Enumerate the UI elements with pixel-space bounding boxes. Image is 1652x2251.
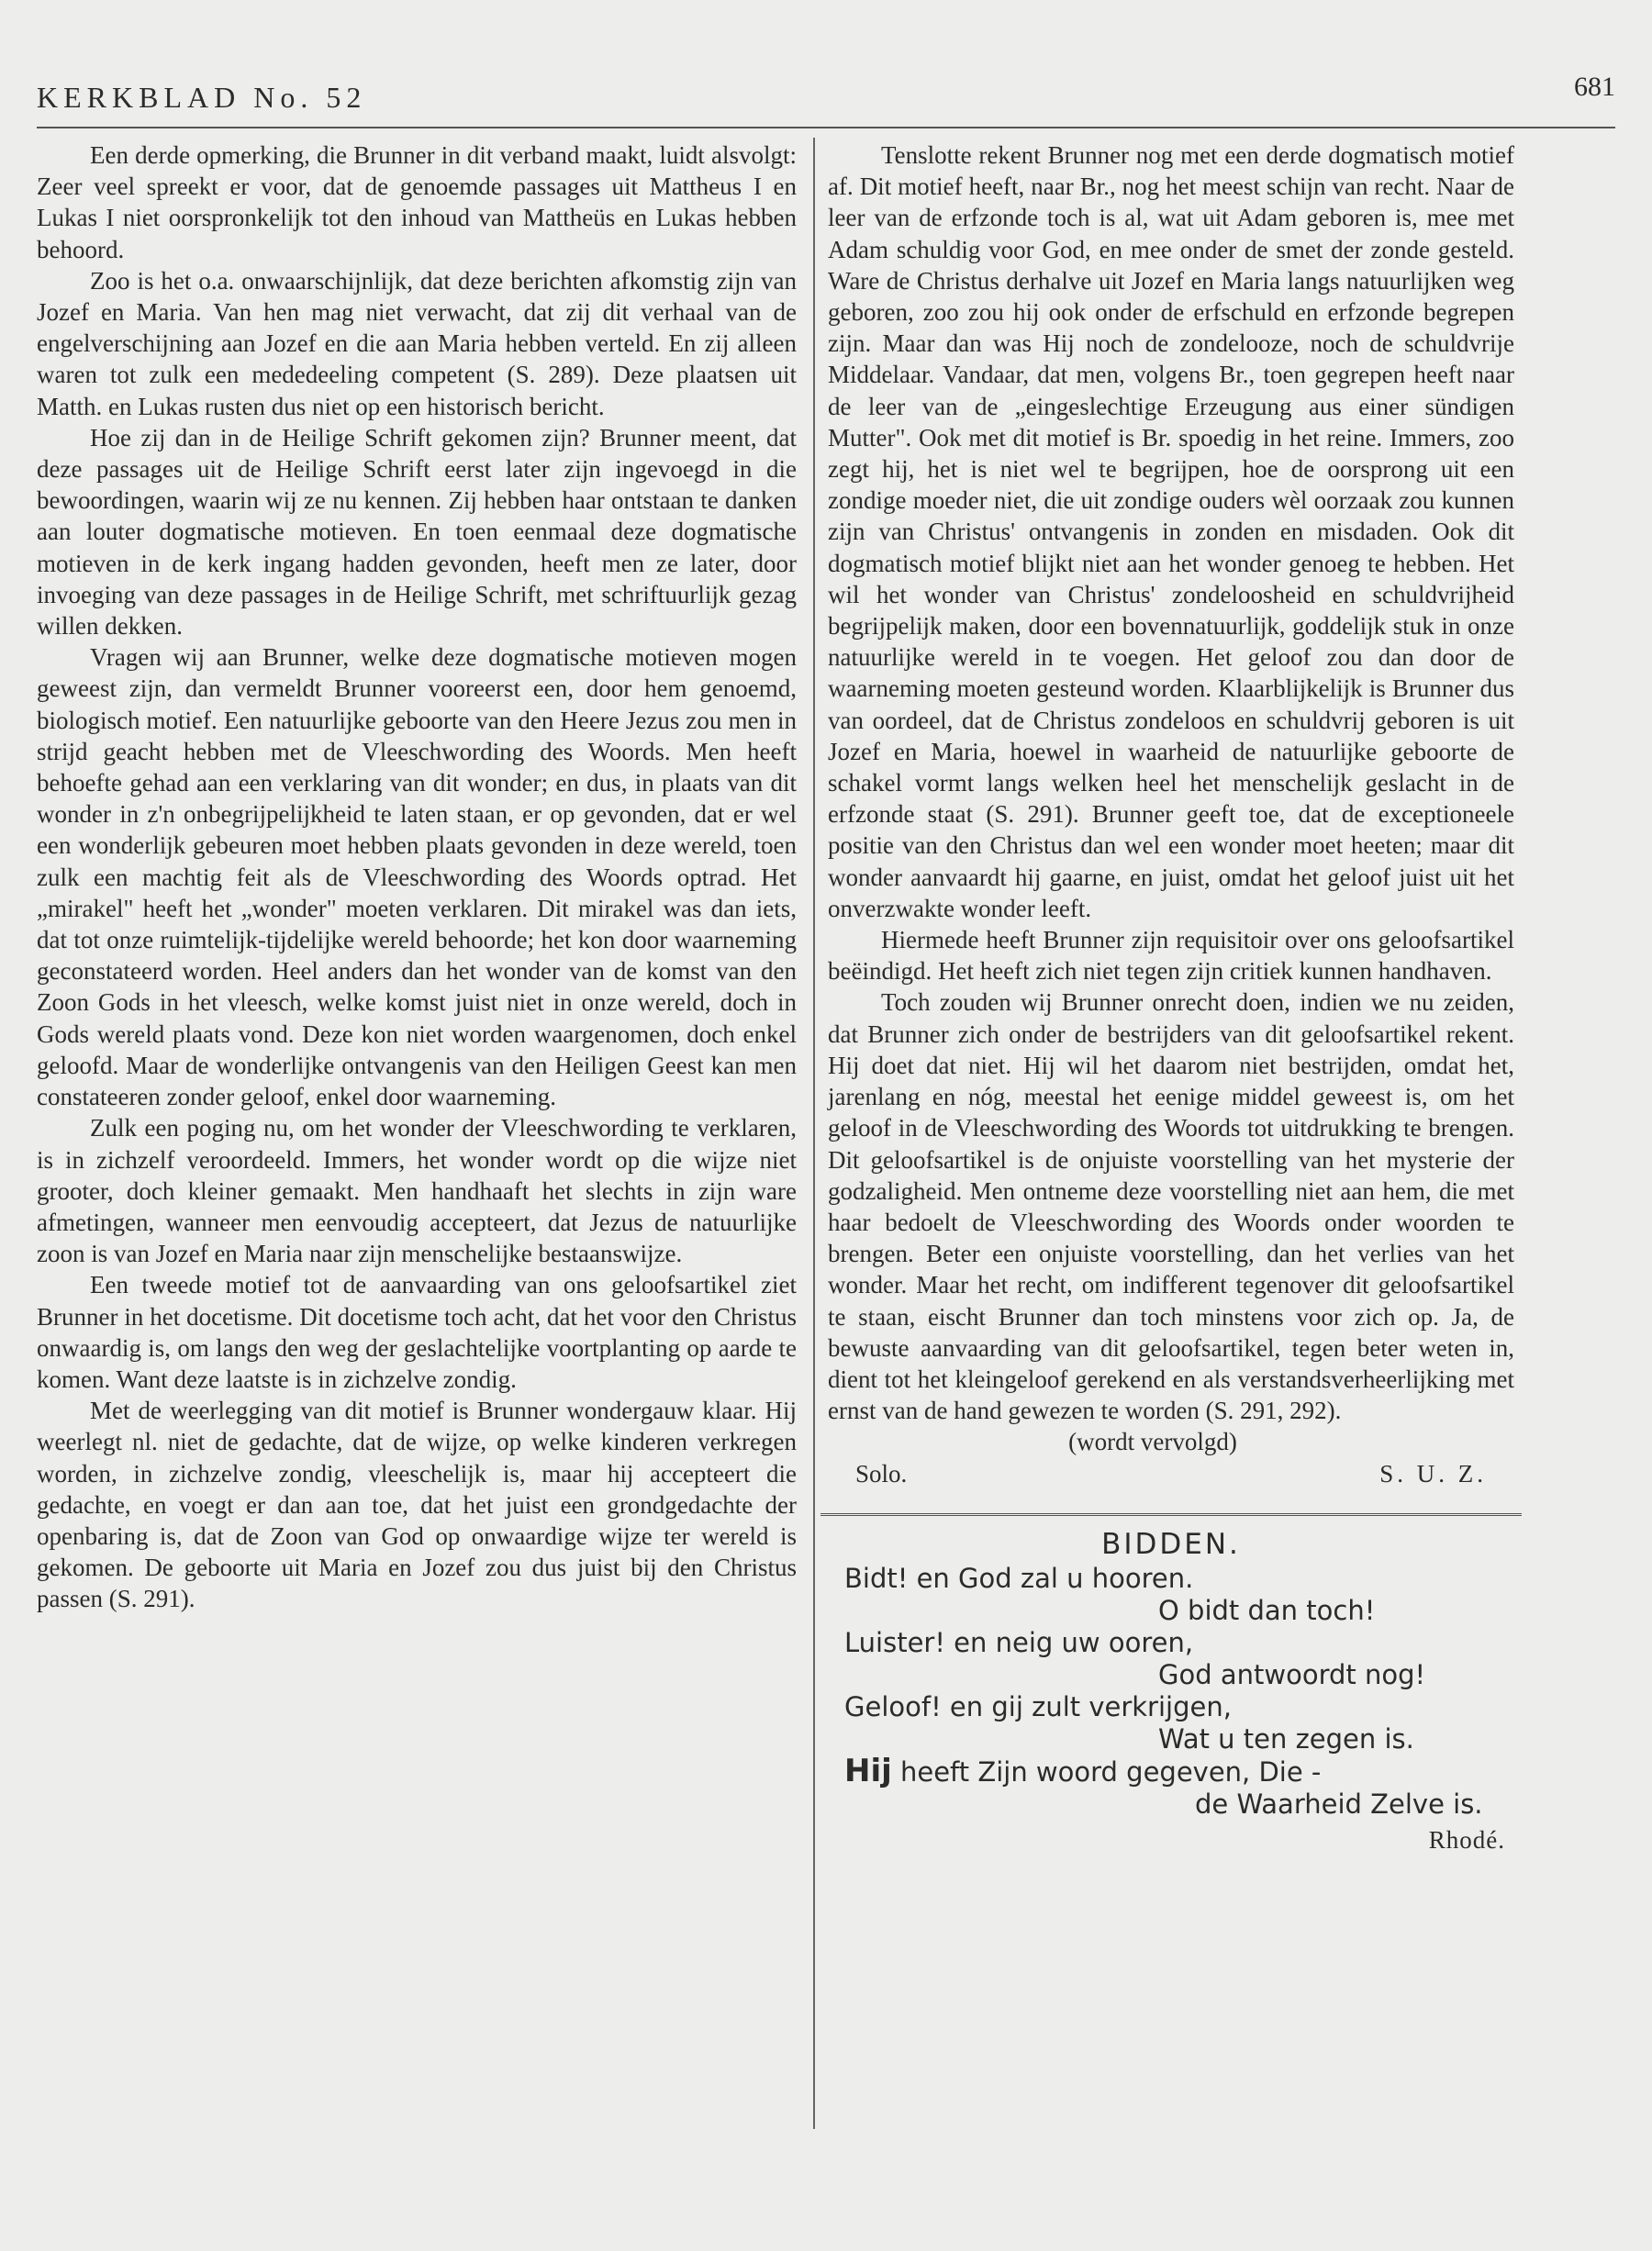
paragraph: Met de weerlegging van dit motief is Brunner wondergauw klaar. Hij weerlegt nl. niet de gedachte, dat de wijze, op welke kinderen verkregen worden, in zichzelve zondig, vleeschelijk is, maar hij accepteert die gedachte, en voegt er dan aan toe, dat het juist een grondgedachte der openbaring is, dat de Zoon van God op onwaardige wijze ter wereld is gekomen. De geboorte uit Maria en Jozef zou dus juist bij den Christus passen (S. 291). (37, 1397, 797, 1613)
poem (828, 1529, 1514, 1856)
page-number: 681 (1574, 72, 1615, 102)
header-rule (37, 127, 1615, 128)
column-divider (813, 138, 815, 2129)
page-header (37, 72, 1615, 127)
poem-title: BIDDEN. (1101, 1527, 1241, 1561)
to-be-continued: (wordt vervolgd) (1068, 1428, 1237, 1456)
signature (828, 1458, 1514, 1491)
paragraph: Hiermede heeft Brunner zijn requisitoir over ons geloofsartikel beëindigd. Het heeft zich niet tegen zijn critiek kunnen handhaven. (828, 926, 1514, 986)
poem-line (828, 1752, 1514, 1789)
right-column (828, 139, 1514, 1856)
paragraph: Vragen wij aan Brunner, welke deze dogmatische motieven mogen geweest zijn, dan vermeldt Brunner vooreerst een, door hem genoemd, biologisch motief. Een natuurlijke geboorte van den Heere Jezus zou men in strijd geacht hebben met de Vleeschwording des Woords. Men heeft behoefte gehad aan een verklaring van dit wonder; en dus, in plaats van dit wonder in z'n onbegrijpelijkheid te laten staan, er op gevonden, dat er wel een wonderlijk gebeuren moet hebben plaats gevonden in deze wereld, toen zulk een machtig feit als de Vleeschwording des Woords optrad. Het „mirakel" heeft het „wonder" moeten verklaren. Dit mirakel was dan iets, dat tot onze ruimtelijk-tijdelijke wereld behoorde; het kon door waarneming geconstateerd worden. Heel anders dan het wonder van de komst van den Zoon Gods in het vleesch, welke komst juist niet in onze wereld, doch in Gods wereld plaats vond. Deze kon niet worden waargenomen, doch enkel geloofd. Maar de wonderlijke ontvangenis van den Heiligen Geest kan men constateeren zonder geloof, enkel door waarneming. (37, 643, 797, 1111)
poem-line: Luister! en neig uw ooren, (844, 1626, 1194, 1658)
paragraph: Zulk een poging nu, om het wonder der Vleeschwording te verklaren, is in zichzelf veroordeeld. Immers, het wonder wordt op die wijze niet grooter, doch kleiner gemaakt. Men handhaaft het slechts in zijn ware afmetingen, wanneer men eenvoudig accepteert, dat Jezus de natuurlijke zoon is van Jozef en Maria naar zijn menschelijke bestaanswijze. (37, 1114, 797, 1268)
poem-first-word: Hij (844, 1752, 892, 1789)
paragraph: Tenslotte rekent Brunner nog met een derde dogmatisch motief af. Dit motief heeft, naar Br., nog het meest schijn van recht. Naar de leer van de erfzonde toch is al, wat uit Adam geboren is, mee met Adam schuldig voor God, en mee onder de smet der zonde gesteld. Ware de Christus derhalve uit Jozef en Maria langs natuurlijken weg geboren, zoo zou hij ook onder de erfschuld en erfzonde begrepen zijn. Maar dan was Hij noch de zondelooze, noch de schuldvrije Middelaar. Vandaar, dat men, volgens Br., toen gegrepen heeft naar de leer van de „eingeslechtige Erzeugung aus einer sündigen Mutter". Ook met dit motief is Br. spoedig in het reine. Immers, zoo zegt hij, het is niet wel te begrijpen, hoe de oorsprong uit een zondige moeder niet, die uit zondige ouders wèl oorzaak zou kunnen zijn van Christus' ontvangenis in zonden en misdaden. Ook dit dogmatisch motief blijkt niet aan het wonder genoeg te hebben. Het wil het wonder van Christus' zondeloosheid en schuldvrijheid begrijpelijk maken, door een bovennatuurlijk, goddelijk stuk in onze natuurlijke wereld in te voegen. Het geloof zou dan door de waarneming moeten gesteund worden. Klaarblijkelijk is Brunner dus van oordeel, dat de Christus zondeloos en schuldvrij geboren is uit Jozef en Maria, hoewel in waarheid de natuurlijke geboorte de schakel vormt langs welken heel het menschelijk geslacht in de erfzonde staat (S. 291). Brunner geeft toe, dat de exceptioneele positie van den Christus dan wel een wonder moet heeten; maar dit wonder aanvaardt hij gaarne, en juist, omdat het geloof juist uit het onverzwakte wonder leeft. (828, 141, 1514, 922)
poem-line: God antwoordt nog! (1158, 1658, 1426, 1690)
poem-line: Geloof! en gij zult verkrijgen, (844, 1690, 1232, 1722)
signature-initials: S. U. Z. (1379, 1459, 1487, 1488)
paragraph: Hoe zij dan in de Heilige Schrift gekomen zijn? Brunner meent, dat deze passages uit de Heilige Schrift eerst later zijn ingevoegd in die bewoordingen, waarin wij ze nu kennen. Zij hebben haar ontstaan te danken aan louter dogmatische motieven. En toen eenmaal deze dogmatische motieven in de kerk ingang hadden gevonden, heeft men ze later, door invoeging van deze passages in de Heilige Schrift, met schriftuurlijk gezag willen dekken. (37, 423, 797, 641)
paragraph: Een tweede motief tot de aanvaarding van ons geloofsartikel ziet Brunner in het docetisme. Dit docetisme toch acht, dat het voor den Christus onwaardig is, om langs den weg der geslachtelijke voortplanting op aarde te komen. Want deze laatste is in zichzelve zondig. (37, 1271, 797, 1393)
poem-line: Bidt! en God zal u hooren. (844, 1562, 1194, 1594)
poem-separator (820, 1513, 1522, 1516)
poem-line: de Waarheid Zelve is. (1195, 1788, 1483, 1820)
paragraph: Een derde opmerking, die Brunner in dit verband maakt, luidt alsvolgt: Zeer veel spreekt er voor, dat de genoemde passages uit Mattheus I en Lukas I niet oorspronkelijk tot den inhoud van Mattheüs en Lukas hebben behoord. (37, 141, 797, 263)
signature-place: Solo. (855, 1459, 908, 1488)
poem-author: Rhodé. (1428, 1825, 1505, 1854)
poem-line-text: heeft Zijn woord gegeven, Die - (899, 1755, 1322, 1788)
paragraph: Zoo is het o.a. onwaarschijnlijk, dat deze berichten afkomstig zijn van Jozef en Maria. Van hen mag niet verwacht, dat zij dit verhaal van de engelverschijning aan Jozef en die aan Maria hebben verteld. En zij alleen waren tot zulk een mededeeling competent (S. 289). Deze plaatsen uit Matth. en Lukas rusten dus niet op een historisch bericht. (37, 266, 797, 420)
poem-line: O bidt dan toch! (1158, 1594, 1376, 1626)
poem-line: Wat u ten zegen is. (1158, 1722, 1414, 1755)
magazine-title: KERKBLAD No. 52 (37, 81, 367, 114)
left-column (37, 139, 797, 1615)
paragraph: Toch zouden wij Brunner onrecht doen, indien we nu zeiden, dat Brunner zich onder de bestrijders van dit geloofsartikel rekent. Hij doet dat niet. Hij wil het daarom niet bestrijden, omdat het, jarenlang en nóg, meestal het eenige middel geweest is, om het geloof in de Vleeschwording des Woords tot uitdrukking te brengen. Dit geloofsartikel is de onjuiste voorstelling van het mysterie der godzaligheid. Men ontneme deze voorstelling niet aan hem, die met haar bedoelt de Vleeschwording des Woords onder woorden te brengen. Beter een onjuiste voorstelling, dan het verlies van het wonder. Maar het recht, om indifferent tegenover dit geloofsartikel te staan, eischt Brunner dan toch minstens voor zich op. Ja, de bewuste aanvaarding van dit geloofsartikel, tegen beter weten in, dient tot het kleingeloof gerekend en als verstandsverheerlijking met ernst van de hand gewezen te worden (S. 291, 292). (828, 988, 1514, 1425)
